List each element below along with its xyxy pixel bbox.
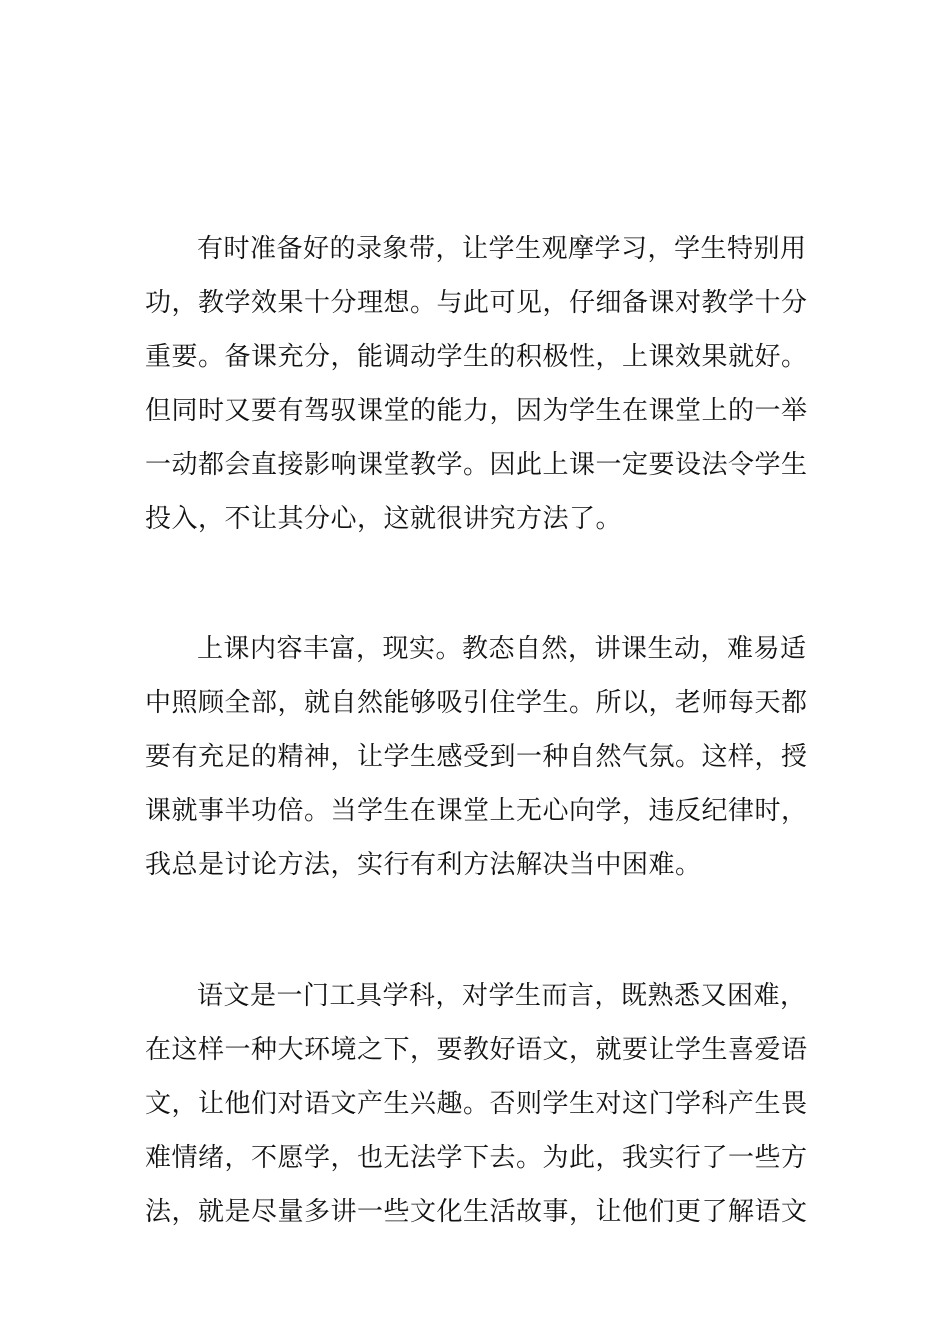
paragraph-line: 我总是讨论方法，实行有利方法解决当中困难。 [145, 850, 702, 880]
paragraph-line: 投入，不让其分心，这就很讲究方法了。 [145, 504, 623, 534]
paragraph-line: 法，就是尽量多讲一些文化生活故事，让他们更了解语文 [145, 1197, 808, 1227]
paragraph-1 [145, 222, 810, 546]
paragraph-line: 有时准备好的录象带，让学生观摩学习，学生特别用 [197, 234, 807, 264]
paragraph-line: 重要。备课充分，能调动学生的积极性，上课效果就好。 [145, 342, 808, 372]
paragraph-line: 文，让他们对语文产生兴趣。否则学生对这门学科产生畏 [145, 1089, 808, 1119]
paragraph-line: 课就事半功倍。当学生在课堂上无心向学，违反纪律时， [145, 796, 808, 826]
paragraph-3 [145, 969, 810, 1239]
paragraph-2 [145, 622, 810, 892]
paragraph-line: 在这样一种大环境之下，要教好语文，就要让学生喜爱语 [145, 1035, 808, 1065]
paragraph-line: 中照顾全部，就自然能够吸引住学生。所以，老师每天都 [145, 688, 808, 718]
paragraph-line: 上课内容丰富，现实。教态自然，讲课生动，难易适 [197, 634, 807, 664]
paragraph-line: 难情绪，不愿学，也无法学下去。为此，我实行了一些方 [145, 1143, 808, 1173]
paragraph-line: 一动都会直接影响课堂教学。因此上课一定要设法令学生 [145, 450, 808, 480]
paragraph-line: 但同时又要有驾驭课堂的能力，因为学生在课堂上的一举 [145, 396, 808, 426]
paragraph-line: 功，教学效果十分理想。与此可见，仔细备课对教学十分 [145, 288, 808, 318]
paragraph-line: 要有充足的精神，让学生感受到一种自然气氛。这样，授 [145, 742, 808, 772]
paragraph-line: 语文是一门工具学科，对学生而言，既熟悉又困难， [197, 981, 807, 1011]
